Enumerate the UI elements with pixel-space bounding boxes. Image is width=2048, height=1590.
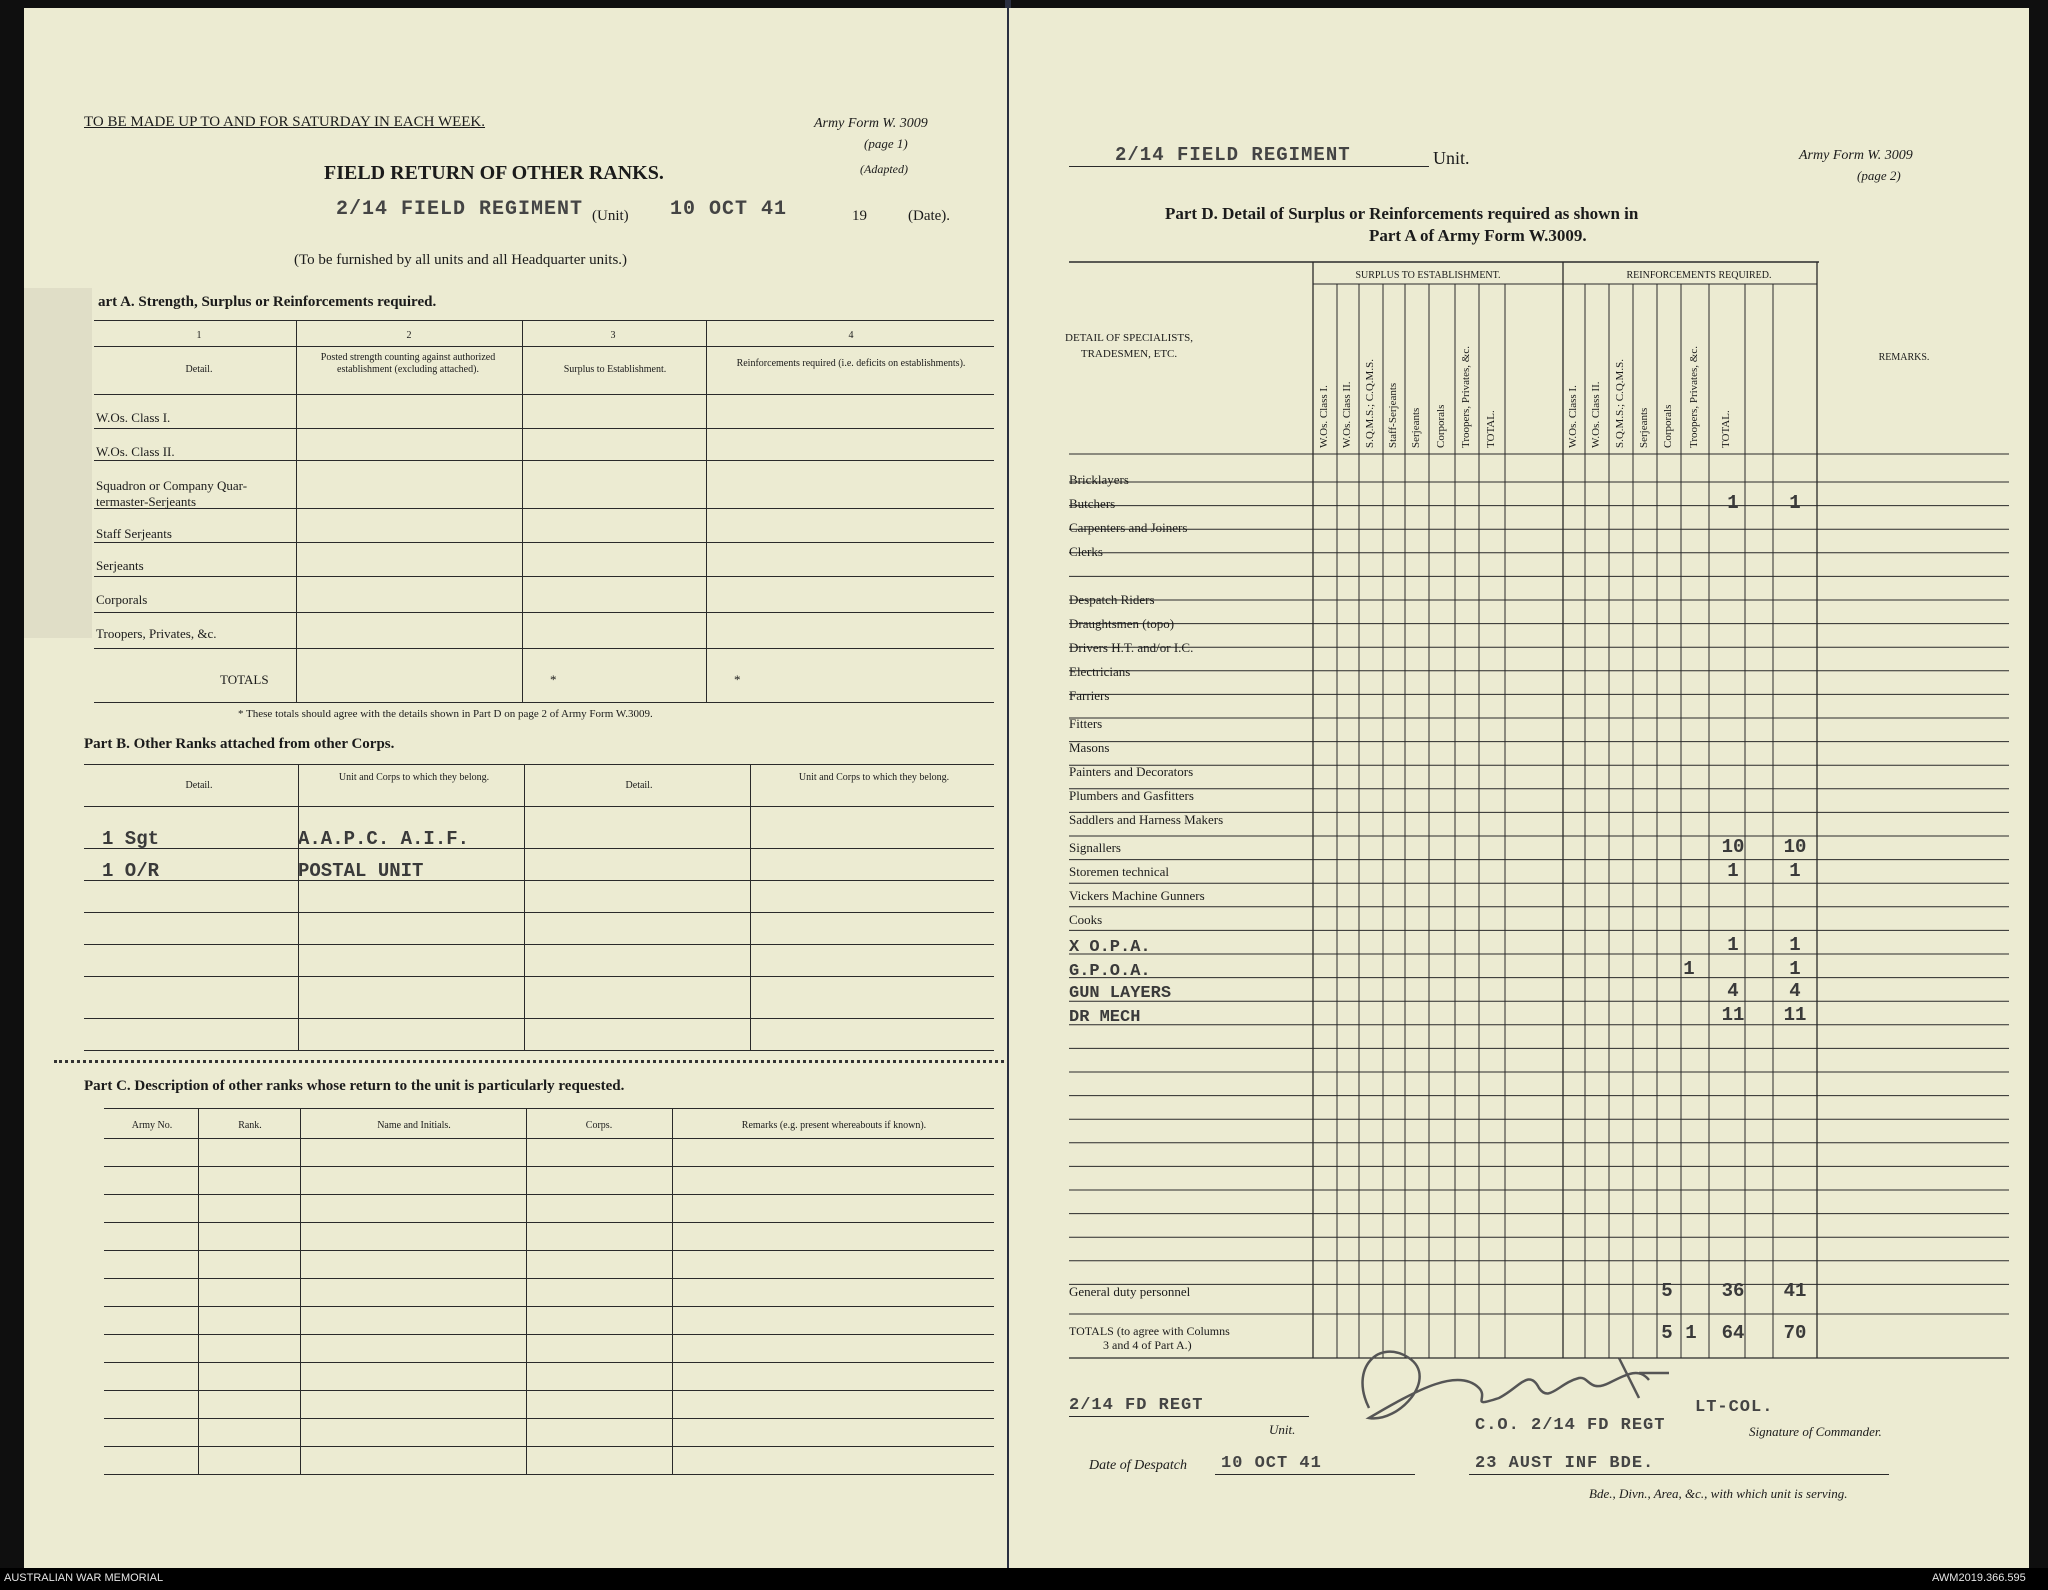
right-unit-value: 2/14 FIELD REGIMENT xyxy=(1115,144,1351,166)
part-a-row-wo2: W.Os. Class II. xyxy=(96,444,175,459)
general-duty-label: General duty personnel xyxy=(1069,1284,1191,1299)
form-reference: Army Form W. 3009 xyxy=(814,116,928,131)
surplus-header: SURPLUS TO ESTABLISHMENT. xyxy=(1355,270,1501,281)
despatch-date-value: 10 OCT 41 xyxy=(1221,1454,1322,1473)
surplus-col-header-4: Staff-Serjeants xyxy=(1387,382,1399,448)
part-d-row-label: Signallers xyxy=(1069,840,1121,855)
part-c-header-name: Name and Initials. xyxy=(377,1120,451,1131)
surplus-col-header-5: Serjeants xyxy=(1410,407,1422,448)
part-c-header-remarks: Remarks (e.g. present whereabouts if known). xyxy=(741,1120,927,1131)
totals-serjeants: 5 xyxy=(1661,1322,1673,1344)
part-a-header-reinforcements: Reinforcements required (i.e. deficits on establishments). xyxy=(736,358,966,369)
reinf-col-header-7: TOTAL. xyxy=(1720,410,1732,448)
part-d-title-2: Part A of Army Form W.3009. xyxy=(1369,226,1587,245)
part-d-row-label: Draughtsmen (topo) xyxy=(1069,616,1175,631)
unit-label: (Unit) xyxy=(592,208,629,224)
left-page xyxy=(24,8,1007,1568)
reinf-col-header-1: W.Os. Class I. xyxy=(1567,385,1579,448)
part-d-row-label: Vickers Machine Gunners xyxy=(1069,888,1205,903)
part-a-row-corporals: Corporals xyxy=(96,592,148,607)
part-b-header-unit-2: Unit and Corps to which they belong. xyxy=(798,772,950,783)
part-d-row-label: Electricians xyxy=(1069,664,1131,679)
part-d-row-total-value: 10 xyxy=(1783,836,1807,858)
signature-unit-label: Unit. xyxy=(1269,1422,1296,1437)
totals-total: 70 xyxy=(1783,1322,1807,1344)
despatch-label: Date of Despatch xyxy=(1089,1458,1187,1473)
part-d-row-total-value: 1 xyxy=(1789,492,1801,514)
surplus-col-header-2: W.Os. Class II. xyxy=(1341,381,1353,448)
part-d-row-label: Despatch Riders xyxy=(1069,592,1155,607)
brigade-label: Bde., Divn., Area, &c., with which unit is serving. xyxy=(1589,1486,1848,1501)
part-a-colnum-2: 2 xyxy=(406,330,412,341)
surplus-col-header-6: Corporals xyxy=(1435,404,1447,448)
commander-rank-value: LT-COL. xyxy=(1695,1398,1774,1417)
part-a-colnum-3: 3 xyxy=(610,330,616,341)
part-a-asterisk-reinf: * xyxy=(734,672,741,687)
part-d-detail-header: DETAIL OF SPECIALISTS, TRADESMEN, ETC. xyxy=(1065,332,1193,360)
part-d-row-total-value: 11 xyxy=(1783,1004,1807,1026)
part-d-row-total-value: 1 xyxy=(1789,860,1801,882)
signature-unit-value: 2/14 FD REGT xyxy=(1069,1396,1204,1415)
furnished-note: (To be furnished by all units and all Headquarter units.) xyxy=(294,252,628,268)
reinf-col-header-5: Corporals xyxy=(1662,404,1674,448)
part-d-row-label: Carpenters and Joiners xyxy=(1069,520,1188,535)
part-c-title: Part C. Description of other ranks whose return to the unit is particularly requested. xyxy=(84,1078,625,1094)
surplus-col-header-1: W.Os. Class I. xyxy=(1318,385,1330,448)
part-a-row-qm-line1: Squadron or Company Quar- xyxy=(96,478,248,493)
footer-bar xyxy=(0,1568,2048,1590)
part-d-title-1: Part D. Detail of Surplus or Reinforcements required as shown in xyxy=(1165,204,1639,223)
part-d-row-troopers-value: 10 xyxy=(1721,836,1745,858)
part-b-header-unit-1: Unit and Corps to which they belong. xyxy=(338,772,490,783)
part-b-header-detail-2: Detail. xyxy=(625,780,653,791)
part-a-row-qm-line2: termaster-Serjeants xyxy=(96,494,197,509)
commander-unit-value: C.O. 2/14 FD REGT xyxy=(1475,1416,1666,1435)
reinf-col-header-4: Serjeants xyxy=(1638,407,1650,448)
surplus-col-header-7: Troopers, Privates, &c. xyxy=(1460,346,1472,448)
part-b-entry-1-unit: A.A.P.C. A.I.F. xyxy=(298,828,470,850)
part-a-header-detail: Detail. xyxy=(185,364,213,375)
general-duty-serjeants: 5 xyxy=(1661,1280,1673,1302)
part-a-colnum-4: 4 xyxy=(848,330,854,341)
part-a-row-serjeants: Serjeants xyxy=(96,558,144,573)
brigade-value: 23 AUST INF BDE. xyxy=(1475,1454,1655,1473)
reinf-col-header-2: W.Os. Class II. xyxy=(1590,381,1602,448)
part-d-row-label: Drivers H.T. and/or I.C. xyxy=(1069,640,1194,655)
part-d-row-label: X O.P.A. xyxy=(1069,938,1151,957)
unit-value: 2/14 FIELD REGIMENT xyxy=(336,198,584,221)
part-d-row-label: GUN LAYERS xyxy=(1069,984,1172,1003)
surplus-col-header-8: TOTAL. xyxy=(1485,410,1497,448)
part-d-row-corporals-value: 1 xyxy=(1683,958,1695,980)
part-d-row-label: Masons xyxy=(1069,740,1110,755)
part-b-entry-1-detail: 1 Sgt xyxy=(102,828,160,850)
part-d-row-label: G.P.O.A. xyxy=(1069,962,1151,981)
part-d-row-label: Cooks xyxy=(1069,912,1103,927)
reinf-col-header-3: S.Q.M.S.; C.Q.M.S. xyxy=(1614,359,1626,448)
part-a-totals-label: TOTALS xyxy=(220,672,269,687)
part-d-row-total-value: 1 xyxy=(1789,958,1801,980)
general-duty-troopers: 36 xyxy=(1721,1280,1745,1302)
part-d-row-label: Clerks xyxy=(1069,544,1103,559)
signature-label: Signature of Commander. xyxy=(1749,1424,1882,1439)
part-a-header-posted: Posted strength counting against authorized establishment (excluding attached). xyxy=(320,352,496,375)
top-instruction: TO BE MADE UP TO AND FOR SATURDAY IN EACH WEEK. xyxy=(84,114,486,130)
part-d-row-troopers-value: 11 xyxy=(1721,1004,1745,1026)
part-a-footnote: * These totals should agree with the details shown in Part D on page 2 of Army Form W.3009. xyxy=(238,708,653,720)
part-d-row-total-value: 1 xyxy=(1789,934,1801,956)
part-a-row-staff-serjeants: Staff Serjeants xyxy=(96,526,172,541)
general-duty-total: 41 xyxy=(1783,1280,1807,1302)
part-d-row-label: Painters and Decorators xyxy=(1069,764,1194,779)
part-b-header-detail-1: Detail. xyxy=(185,780,213,791)
part-a-title: art A. Strength, Surplus or Reinforcements required. xyxy=(98,294,437,310)
part-a-row-wo1: W.Os. Class I. xyxy=(96,410,171,425)
part-d-totals-label-2: 3 and 4 of Part A.) xyxy=(1103,1338,1192,1352)
right-page-reference: (page 2) xyxy=(1857,168,1901,183)
part-d-row-troopers-value: 1 xyxy=(1727,934,1739,956)
right-unit-label: Unit. xyxy=(1433,148,1470,168)
part-d-row-label: Saddlers and Harness Makers xyxy=(1069,812,1224,827)
footer-right: AWM2019.366.595 xyxy=(1932,1572,2026,1584)
totals-troopers: 64 xyxy=(1721,1322,1745,1344)
part-c-header-corps: Corps. xyxy=(585,1120,613,1131)
part-d-row-label: Fitters xyxy=(1069,716,1103,731)
part-d-row-total-value: 4 xyxy=(1789,980,1801,1002)
part-c-header-army-no: Army No. xyxy=(131,1120,173,1131)
commander-signature xyxy=(1339,1328,1699,1438)
reinforcements-header: REINFORCEMENTS REQUIRED. xyxy=(1626,270,1772,281)
part-d-totals-label-1: TOTALS (to agree with Columns xyxy=(1069,1324,1230,1338)
part-d-row-label: Farriers xyxy=(1069,688,1110,703)
part-b-title: Part B. Other Ranks attached from other Corps. xyxy=(84,736,395,752)
right-form-reference: Army Form W. 3009 xyxy=(1799,148,1913,163)
part-a-row-troopers: Troopers, Privates, &c. xyxy=(96,626,217,641)
adapted-note: (Adapted) xyxy=(860,162,908,176)
totals-corporals: 1 xyxy=(1685,1322,1697,1344)
part-d-row-label: Bricklayers xyxy=(1069,472,1129,487)
perforation-line xyxy=(54,1060,1004,1063)
part-a-asterisk-surplus: * xyxy=(550,672,557,687)
right-page xyxy=(1009,8,2029,1568)
part-d-row-label: Plumbers and Gasfitters xyxy=(1069,788,1194,803)
part-b-entry-2-unit: POSTAL UNIT xyxy=(298,860,424,882)
part-d-row-label: DR MECH xyxy=(1069,1008,1141,1027)
part-d-row-label: Storemen technical xyxy=(1069,864,1169,879)
part-d-row-label: Butchers xyxy=(1069,496,1116,511)
page-reference: (page 1) xyxy=(864,136,908,151)
date-value: 10 OCT 41 xyxy=(670,198,788,221)
part-c-header-rank: Rank. xyxy=(238,1120,262,1131)
reinf-col-header-6: Troopers, Privates, &c. xyxy=(1688,346,1700,448)
part-d-row-troopers-value: 4 xyxy=(1727,980,1739,1002)
part-b-entry-2-detail: 1 O/R xyxy=(102,860,160,882)
remarks-header: REMARKS. xyxy=(1878,352,1930,363)
part-a-colnum-1: 1 xyxy=(196,330,202,341)
surplus-col-header-3: S.Q.M.S.; C.Q.M.S. xyxy=(1364,359,1376,448)
part-a-header-surplus: Surplus to Establishment. xyxy=(563,364,667,375)
paper-scrap xyxy=(24,288,92,638)
footer-left: AUSTRALIAN WAR MEMORIAL xyxy=(4,1572,164,1584)
form-title: FIELD RETURN OF OTHER RANKS. xyxy=(324,162,664,184)
part-d-row-troopers-value: 1 xyxy=(1727,860,1739,882)
date-label: (Date). xyxy=(908,208,951,224)
year-prefix: 19 xyxy=(852,208,867,224)
part-d-row-troopers-value: 1 xyxy=(1727,492,1739,514)
